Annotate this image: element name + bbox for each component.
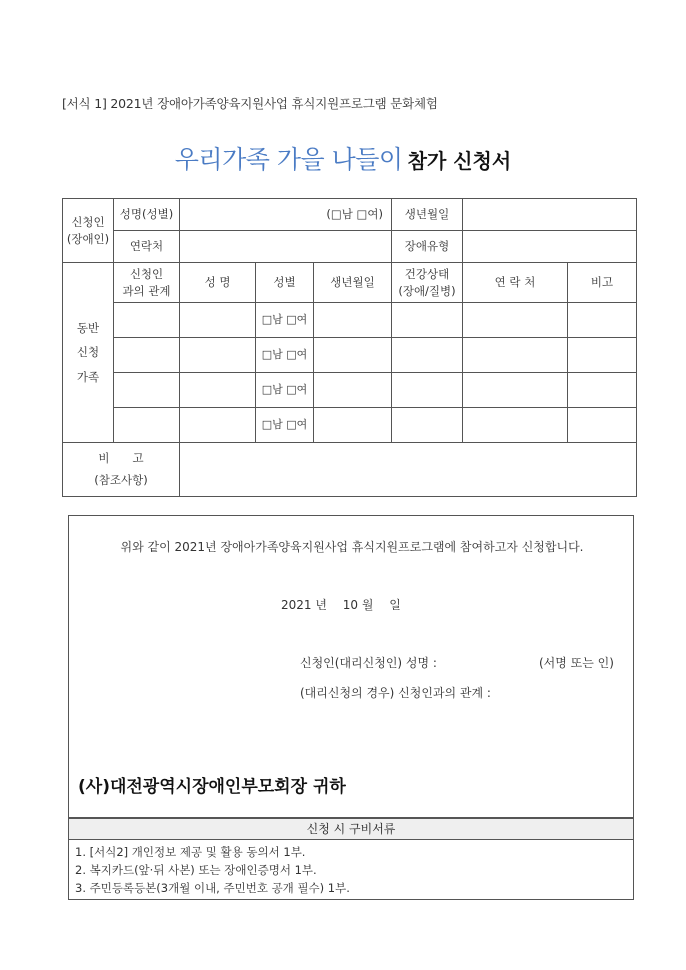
remarks-cell[interactable]: [568, 373, 637, 408]
applicant-sex-options[interactable]: (□남 □여): [326, 207, 383, 222]
col-relation-header: 신청인 과의 관계: [114, 263, 180, 303]
name-sex-label: 성명(성별): [114, 199, 180, 231]
table-row: [63, 408, 637, 443]
table-row: [63, 373, 637, 408]
title-colored-text: 우리가족 가을 나들이: [174, 145, 403, 174]
signature-line: 신청인(대리신청인) 성명 :: [300, 656, 437, 670]
relation-cell[interactable]: [114, 303, 180, 338]
family-section-label: 동반 신청 가족: [63, 263, 114, 443]
name-cell[interactable]: [180, 408, 256, 443]
contact-cell[interactable]: [463, 408, 568, 443]
table-row: [63, 338, 637, 373]
addressee: (사)대전광역시장애인부모회장 귀하: [78, 777, 346, 797]
relation-line: (대리신청의 경우) 신청인과의 관계 :: [300, 686, 491, 700]
list-item: 1. [서식2] 개인정보 제공 및 활용 동의서 1부.: [75, 845, 306, 859]
relation-cell[interactable]: [114, 338, 180, 373]
required-documents: [68, 818, 634, 900]
application-table: [62, 198, 637, 497]
table-row: [63, 303, 637, 338]
name-cell[interactable]: [180, 338, 256, 373]
remarks-cell[interactable]: [568, 408, 637, 443]
sex-cell[interactable]: □남 □여: [256, 303, 314, 338]
name-cell[interactable]: [180, 373, 256, 408]
col-health-header: 건강상태 (장애/질병): [392, 263, 463, 303]
birth-cell[interactable]: [314, 338, 392, 373]
sex-cell[interactable]: □남 □여: [256, 373, 314, 408]
signature-hint: (서명 또는 인): [539, 656, 614, 670]
form-number-label: [서식 1] 2021년 장애아가족양육지원사업 휴식지원프로그램 문화체험: [62, 96, 438, 111]
applicant-name-field[interactable]: [180, 199, 392, 231]
col-remarks-header: 비고: [568, 263, 637, 303]
health-cell[interactable]: [392, 408, 463, 443]
contact-cell[interactable]: [463, 303, 568, 338]
remarks-cell[interactable]: [568, 303, 637, 338]
application-date: 2021 년 10 월 일: [281, 598, 401, 612]
title-bold-text: 참가 신청서: [407, 149, 512, 173]
col-sex-header: 성별: [256, 263, 314, 303]
applicant-contact-field[interactable]: [180, 231, 392, 263]
health-cell[interactable]: [392, 303, 463, 338]
name-cell[interactable]: [180, 303, 256, 338]
declaration-statement: 위와 같이 2021년 장애아가족양육지원사업 휴식지원프로그램에 참여하고자 신청합니다.: [120, 540, 584, 554]
remarks-field[interactable]: [180, 443, 637, 497]
health-cell[interactable]: [392, 338, 463, 373]
list-item: 3. 주민등록등본(3개월 이내, 주민번호 공개 필수) 1부.: [75, 881, 350, 895]
remarks-cell[interactable]: [568, 338, 637, 373]
birth-cell[interactable]: [314, 373, 392, 408]
contact-cell[interactable]: [463, 338, 568, 373]
remarks-label: 비 고 (참조사항): [63, 443, 180, 497]
relation-cell[interactable]: [114, 373, 180, 408]
col-contact-header: 연 락 처: [463, 263, 568, 303]
declaration-box: [68, 515, 634, 818]
contact-cell[interactable]: [463, 373, 568, 408]
birth-date-label: 생년월일: [392, 199, 463, 231]
sex-cell[interactable]: □남 □여: [256, 408, 314, 443]
relation-cell[interactable]: [114, 408, 180, 443]
contact-label: 연락처: [114, 231, 180, 263]
required-documents-header: 신청 시 구비서류: [69, 819, 633, 840]
health-cell[interactable]: [392, 373, 463, 408]
sex-cell[interactable]: □남 □여: [256, 338, 314, 373]
disability-type-label: 장애유형: [392, 231, 463, 263]
applicant-birth-field[interactable]: [463, 199, 637, 231]
page-title: [0, 140, 686, 176]
applicant-disability-field[interactable]: [463, 231, 637, 263]
birth-cell[interactable]: [314, 303, 392, 338]
birth-cell[interactable]: [314, 408, 392, 443]
col-birth-header: 생년월일: [314, 263, 392, 303]
applicant-section-label: 신청인 (장애인): [63, 199, 114, 263]
list-item: 2. 복지카드(앞·뒤 사본) 또는 장애인증명서 1부.: [75, 863, 317, 877]
col-name-header: 성 명: [180, 263, 256, 303]
